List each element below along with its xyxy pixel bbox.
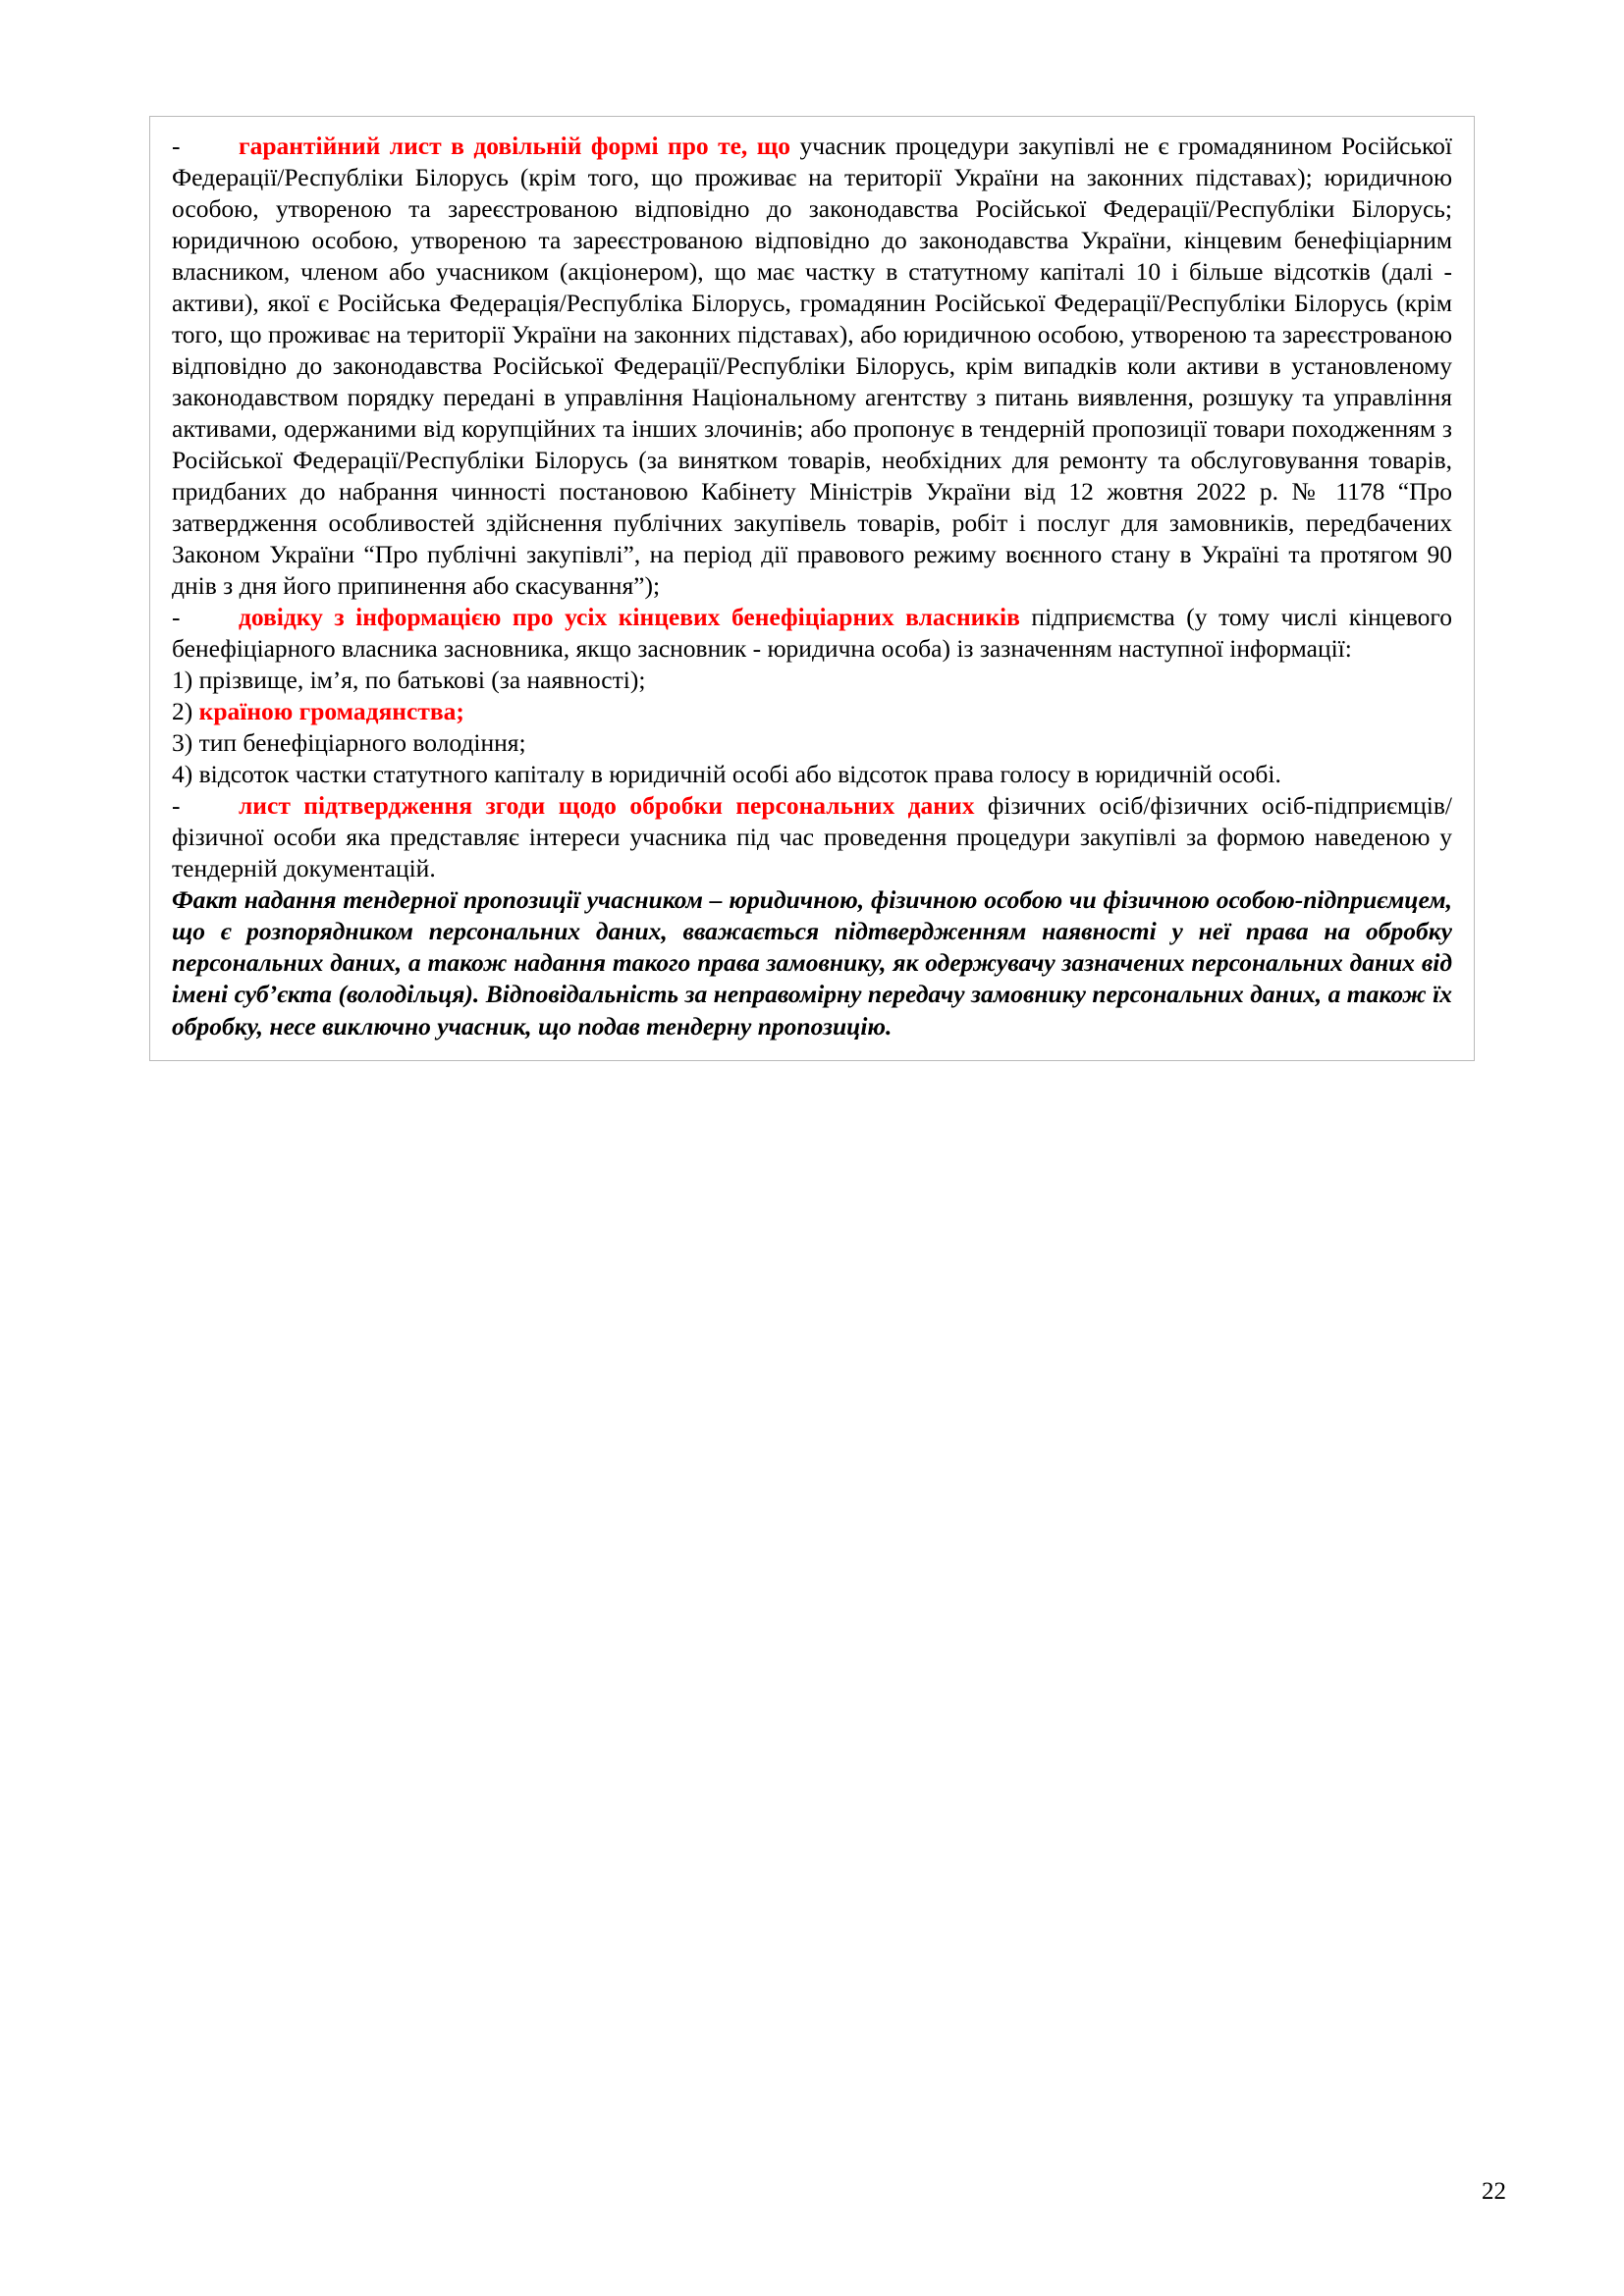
paragraph-guarantee-letter bbox=[172, 131, 1452, 602]
list-item-1 bbox=[172, 665, 1452, 696]
paragraph-guarantee-text: учасник процедури закупівлі не є громадянином Російської Федерації/Республіки Білорусь (крім того, що проживає на території України на законних підставах); юридичною особою, утвореною та зареєстрованою відповідно до законодавства Російської Федерації/Республіки Білорусь; юридичною особою, утвореною та зареєстрованою відповідно до законодавства України, кінцевим бенефіціарним власником, членом або учасником (акціонером), що має частку в статутному капіталі 10 і більше відсотків (далі - активи), якої є Російська Федерація/Республіка Білорусь, громадянин Російської Федерації/Республіки Білорусь (крім того, що проживає на території України на законних підставах), або юридичною особою, утвореною та зареєстрованою відповідно до законодавства Російської Федерації/Республіки Білорусь, крім випадків коли активи в установленому законодавством порядку передані в управління Національному агентству з питань виявлення, розшуку та управління активами, одержаними від корупційних та інших злочинів; або пропонує в тендерній пропозиції товари походженням з Російської Федерації/Республіки Білорусь (за винятком товарів, необхідних для ремонту та обслуговування товарів, придбаних до набрання чинності постановою Кабінету Міністрів України від 12 жовтня 2022 р. № 1178 “Про затвердження особливостей здійснення публічних закупівель товарів, робіт і послуг для замовників, передбачених Законом України “Про публічні закупівлі”, на період дії правового режиму воєнного стану в Україні та протягом 90 днів з дня його припинення або скасування”); bbox=[172, 132, 1452, 600]
highlight-consent-letter: лист підтвердження згоди щодо обробки персональних даних bbox=[239, 791, 975, 820]
list-item-3-prefix: 3) bbox=[172, 728, 199, 757]
paragraph-beneficiaries-text: підприємства (у тому числі кінцевого бенефіціарного власника засновника, якщо засновник - юридична особа) із зазначенням наступної інформації: bbox=[172, 603, 1452, 663]
highlight-beneficiaries: довідку з інформацією про усіх кінцевих бенефіціарних власників bbox=[239, 603, 1020, 631]
bullet-dash: - bbox=[172, 132, 181, 160]
list-item-2-prefix: 2) bbox=[172, 697, 199, 725]
list-item-3 bbox=[172, 727, 1452, 759]
document-content-box bbox=[149, 116, 1475, 1061]
paragraph-italic-note: Факт надання тендерної пропозиції учасником – юридичною, фізичною особою чи фізичною особою-підприємцем, що є розпорядником персональних даних, вважається підтвердженням наявності у неї права на обробку персональних даних, а також надання такого права замовнику, як одержувачу зазначених персональних даних від імені суб’єкта (володільця). Відповідальність за неправомірну передачу замовнику персональних даних, а також їх обробку, несе виключно учасник, що подав тендерну пропозицію. bbox=[172, 885, 1452, 1041]
list-item-4-text: відсоток частки статутного капіталу в юридичній особі або відсоток права голосу в юридичній особі. bbox=[198, 760, 1281, 788]
highlight-citizenship-country: країною громадянства; bbox=[198, 697, 464, 725]
page-number: 22 bbox=[1482, 2178, 1506, 2205]
list-item-1-text: прізвище, ім’я, по батькові (за наявності); bbox=[198, 666, 646, 694]
list-item-4-prefix: 4) bbox=[172, 760, 199, 788]
bullet-dash: - bbox=[172, 603, 181, 631]
list-item-2 bbox=[172, 696, 1452, 727]
bullet-dash: - bbox=[172, 791, 181, 820]
list-item-4 bbox=[172, 759, 1452, 790]
list-item-3-text: тип бенефіціарного володіння; bbox=[198, 728, 526, 757]
paragraph-consent-text: фізичних осіб/фізичних осіб-підприємців/фізичної особи яка представляє інтереси учасника під час проведення процедури закупівлі за формою наведеною у тендерній документацій. bbox=[172, 791, 1452, 882]
highlight-guarantee-letter: гарантійний лист в довільній формі про те, що bbox=[239, 132, 791, 160]
paragraph-beneficiaries bbox=[172, 602, 1452, 665]
list-item-1-prefix: 1) bbox=[172, 666, 199, 694]
paragraph-consent-letter bbox=[172, 790, 1452, 884]
